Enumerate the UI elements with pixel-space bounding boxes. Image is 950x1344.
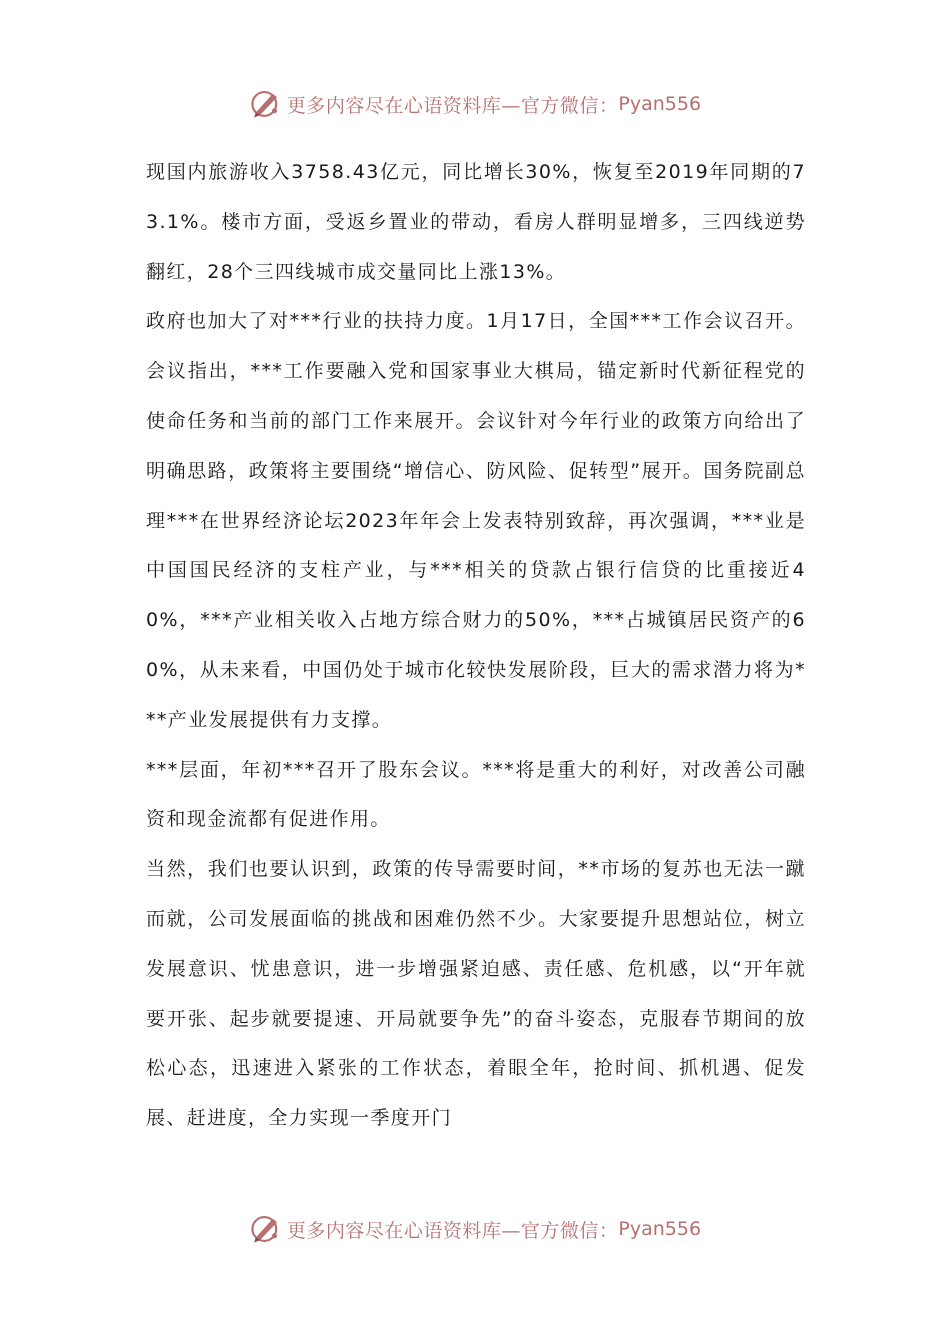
document-body (146, 148, 806, 1144)
paragraph-3: ***层面，年初***召开了股东会议。***将是重大的利好，对改善公司融资和现金流都有促进作用。 (146, 758, 806, 831)
paragraph-2: 政府也加大了对***行业的扶持力度。1月17日，全国***工作会议召开。会议指出，***工作要融入党和国家事业大棋局，锚定新时代新征程党的使命任务和当前的部门工作来展开。会议针对今年行业的政策方向给出了明确思路，政策将主要围绕“增信心、防风险、促转型”展开。国务院副总理***在世界经济论坛2023年年会上发表特别致辞，再次强调，***业是中国国民经济的支柱产业，与***相关的贷款占银行信贷的比重接近40%，***产业相关收入占地方综合财力的50%，***占城镇居民资产的60%，从未来看，中国仍处于城市化较快发展阶段，巨大的需求潜力将为***产业发展提供有力支撑。 (146, 310, 806, 731)
paragraph-4: 当然，我们也要认识到，政策的传导需要时间，**市场的复苏也无法一蹴而就，公司发展面临的挑战和困难仍然不少。大家要提升思想站位，树立发展意识、忧患意识，进一步增强紧迫感、责任感、危机感，以“开年就要开张、起步就要提速、开局就要争先”的奋斗姿态，克服春节期间的放松心态，迅速进入紧张的工作状态，着眼全年，抢时间、抓机遇、促发展、赶进度，全力实现一季度开门 (146, 858, 806, 1130)
watermark-banner-top (0, 84, 950, 124)
pen-logo-icon (249, 1212, 283, 1246)
pen-logo-icon (249, 87, 283, 121)
watermark-banner-bottom (0, 1209, 950, 1249)
banner-text-cn: 更多内容尽在心语资料库—官方微信： (286, 1219, 619, 1242)
paragraph-1: 现国内旅游收入3758.43亿元，同比增长30%，恢复至2019年同期的73.1%。楼市方面，受返乡置业的带动，看房人群明显增多，三四线逆势翻红，28个三四线城市成交量同比上涨13%。 (146, 161, 806, 283)
banner-text-cn: 更多内容尽在心语资料库—官方微信： (286, 94, 619, 117)
banner-wechat-id: Pyan556 (618, 93, 702, 115)
banner-wechat-id: Pyan556 (618, 1218, 702, 1240)
